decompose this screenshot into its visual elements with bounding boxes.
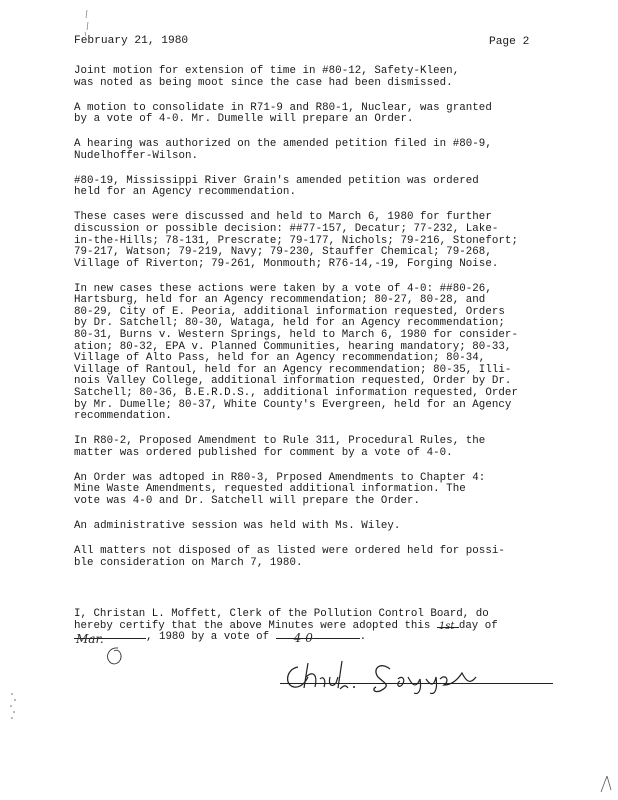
paragraph-nuclear: A motion to consolidate in R71-9 and R80-1, Nuclear, was granted by a vote of 4-0. Mr. Dumelle will prepare an Order.: [74, 101, 492, 126]
clerk-signature: [280, 655, 560, 695]
scan-artifact-corner: [598, 772, 614, 796]
paragraph-admin-session: An administrative session was held with Ms. Wiley.: [74, 519, 401, 532]
clerk-certification: [74, 608, 552, 647]
certification-line-3: Mar. , 1980 by a vote of 4-0 .: [76, 631, 367, 647]
paragraph-r80-3: An Order was adtoped in R80-3, Prposed Amendments to Chapter 4: Mine Waste Amendments, requested additional information. The vote was 4-0 and Dr. Satchell will prepare the Order.: [74, 471, 486, 507]
meeting-date: February 21, 1980: [74, 35, 189, 47]
month-blank: [74, 632, 146, 647]
page-number: Page 2: [489, 36, 530, 48]
day-blank: [437, 620, 459, 632]
month-handwritten: Mar.: [76, 632, 104, 647]
vote-handwritten: 4-0: [293, 631, 313, 646]
paragraph-matters-held: All matters not disposed of as listed were ordered held for possi- ble consideration on March 7, 1980.: [74, 544, 505, 569]
signature-line: [280, 683, 553, 684]
paragraph-safety-kleen: Joint motion for extension of time in #80-12, Safety-Kleen, was noted as being moot since the case had been dismissed.: [74, 65, 460, 89]
certification-line-1: I, Christan L. Moffett, Clerk of the Pollution Control Board, do: [74, 608, 489, 620]
scan-artifact-left: [6, 690, 22, 724]
certification-line-2: hereby certify that the above Minutes were adopted this 1st day of: [74, 619, 498, 632]
paragraph-nudelhoffer: A hearing was authorized on the amended petition filed in #80-9, Nudelhoffer-Wilson.: [74, 138, 492, 162]
vote-blank: [276, 631, 360, 646]
pen-loop-mark: [100, 645, 130, 669]
minutes-body: [74, 66, 552, 583]
scan-artifact-top: [80, 8, 94, 38]
paragraph-r80-2: In R80-2, Proposed Amendment to Rule 311, Procedural Rules, the matter was ordered published for comment by a vote of 4-0.: [74, 435, 486, 459]
paragraph-new-cases: In new cases these actions were taken by a vote of 4-0: ##80-26, Hartsburg, held for an Agency recommendation; 80-27, 80-28, and 80-29, City of E. Peoria, additional information requested, Orders by Dr. Satchell; 80-30, Wataga, held for an Agency recommendation; 80-31, Burns v. Western Springs, held to March 6, 1980 for consider- ation; 80-32, EPA v. Planned Communities, hearing mandatory; 80-33, Village of Alto Pass, held for an Agency recommendation; 80-34, Village of Rantoul, held for an Agency recommendation; 80-35, Illi- nois Valley College, additional information requested, Order by Dr. Satchell; 80-36, B.E.R.D.S., additional information requested, Order by Mr. Dumelle; 80-37, White County's Evergreen, held for an Agency recommendation.: [74, 282, 518, 423]
paragraph-mississippi: #80-19, Mississippi River Grain's amended petition was ordered held for an Agency recommendation.: [74, 174, 479, 199]
day-handwritten: 1st: [438, 620, 455, 632]
paragraph-held-cases: These cases were discussed and held to March 6, 1980 for further discussion or possible decision: ##77-157, Decatur; 77-232, Lake- in-the-Hills; 78-131, Prescrate; 79-177, Nichols; 79-216, Stonefort; 79-217, Watson; 79-219, Navy; 79-230, Stauffer Chemical; 79-268, Village of Riverton; 79-261, Monmouth; R76-14,-19, Forging Noise.: [74, 211, 518, 270]
